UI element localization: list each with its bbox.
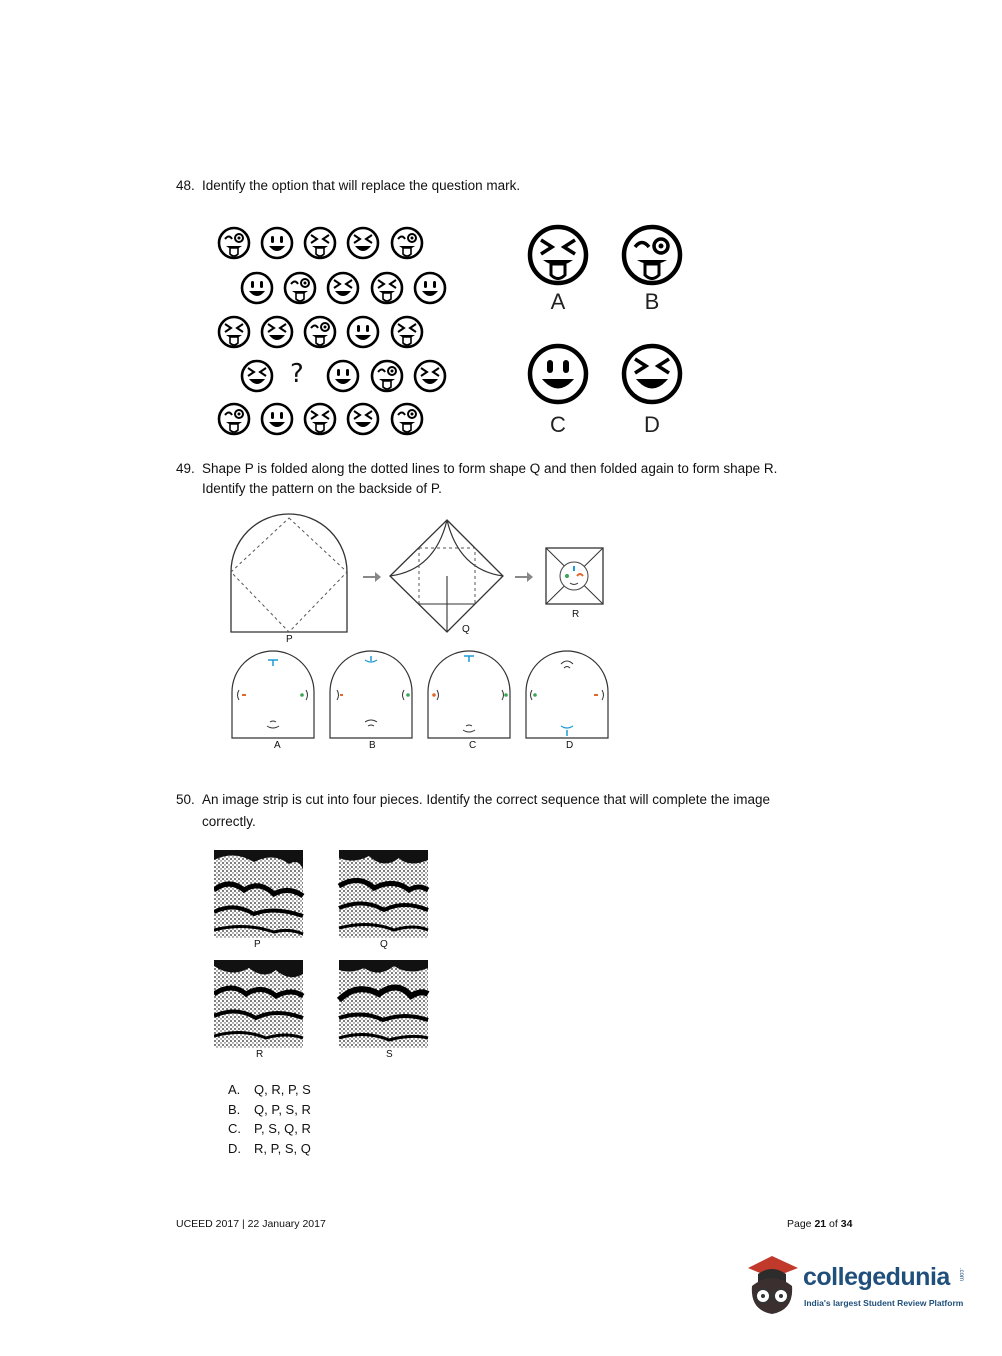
q50-text-line2: correctly. [202,814,256,829]
arrow-icon [527,572,533,582]
option-b-shape [330,651,412,738]
emoji-squint [328,273,358,303]
q50-prompt [176,790,770,832]
emoji-tongue-wink [392,228,422,258]
emoji-tongue-wink [305,317,335,347]
choice-text: Q, P, S, R [254,1101,311,1117]
logo-suffix: .com [958,1268,964,1282]
option-d-emoji [624,346,680,402]
choice-c[interactable] [228,1119,311,1139]
emoji-grin [328,361,358,391]
label-p: P [286,634,293,645]
option-a-emoji [530,227,586,283]
option-c-emoji [530,346,586,402]
label-r: R [572,609,580,620]
emoji-tongue-wink [392,404,422,434]
page-total: 34 [840,1218,853,1230]
piece-q [339,850,428,938]
logo-tagline: India's largest Student Review Platform [804,1298,964,1308]
q49-text-line2: Identify the pattern on the backside of P. [202,481,442,496]
emoji-grin [262,404,292,434]
emoji-squint [348,404,378,434]
q48-option-b-label: B [644,289,660,314]
choice-a[interactable] [228,1080,311,1100]
logo-name[interactable]: collegedunia [803,1263,950,1291]
page-of: of [826,1218,841,1230]
q50-text-line1: An image strip is cut into four pieces. Identify the correct sequence that will complete the image [202,792,771,807]
q49-text-line1: Shape P is folded along the dotted lines to form shape Q and then folded again to form shape R. [202,461,778,476]
emoji-squint [348,228,378,258]
choice-text: Q, R, P, S [254,1082,311,1097]
option-a-shape [232,651,314,738]
q49-number: 49. [176,461,195,476]
q49-folding-diagram [225,512,625,647]
emoji-grin [242,273,272,303]
emoji-tongue-wink [219,228,249,258]
q48-option-emojis [525,222,695,412]
emoji-tongue-wink [285,273,315,303]
option-d-shape [526,651,608,738]
emoji-grin [262,228,292,258]
q49-option-a-label: A [274,740,281,751]
choice-text: R, P, S, Q [254,1140,311,1156]
piece-s [339,960,428,1048]
q50-number: 50. [176,792,195,807]
choice-letter: A. [228,1082,241,1097]
page-prefix: Page [787,1218,815,1230]
q49-prompt [176,459,777,499]
emoji-squint-tongue [305,228,335,258]
emoji-squint [415,361,445,391]
q48-option-a-label: A [550,289,566,314]
label-q: Q [462,624,470,635]
emoji-squint [262,317,292,347]
q48-option-d-label: D [644,412,660,437]
q49-options [228,650,618,742]
option-b-emoji [624,227,680,283]
page-number [787,1218,852,1230]
collegedunia-mascot-icon [742,1250,804,1320]
emoji-grin [348,317,378,347]
choice-d[interactable] [228,1139,311,1159]
emoji-squint-tongue [392,317,422,347]
choice-text: P, S, Q, R [254,1121,311,1136]
q48-number: 48. [176,178,195,193]
choice-letter: D. [228,1140,241,1156]
arrow-icon [375,572,381,582]
emoji-squint-tongue [305,404,335,434]
shape-p [231,514,347,632]
q48-text: Identify the option that will replace the question mark. [202,178,521,193]
choice-letter: B. [228,1101,241,1117]
piece-s-label: S [386,1049,393,1060]
q48-emoji-grid [200,215,470,445]
q49-option-d-label: D [566,740,574,751]
emoji-tongue-wink [372,361,402,391]
emoji-squint-tongue [219,317,249,347]
question-mark: ? [290,359,304,389]
emoji-squint-tongue [372,273,402,303]
choice-letter: C. [228,1121,241,1136]
page-current: 21 [814,1218,827,1230]
q48-prompt [176,176,520,196]
piece-p-label: P [254,939,261,950]
piece-r [214,960,303,1048]
q50-choices [228,1080,311,1158]
emoji-grin [415,273,445,303]
q50-image-pieces [214,850,430,1050]
emoji-tongue-wink [219,404,249,434]
q48-option-c-label: C [550,412,566,437]
piece-p [214,850,303,938]
piece-q-label: Q [380,939,388,950]
footer-exam-info: UCEED 2017 | 22 January 2017 [176,1218,326,1230]
q49-option-c-label: C [469,740,477,751]
choice-b[interactable] [228,1100,311,1120]
option-c-shape [428,651,510,738]
emoji-squint [242,361,272,391]
piece-r-label: R [256,1049,264,1060]
q49-option-b-label: B [369,740,376,751]
